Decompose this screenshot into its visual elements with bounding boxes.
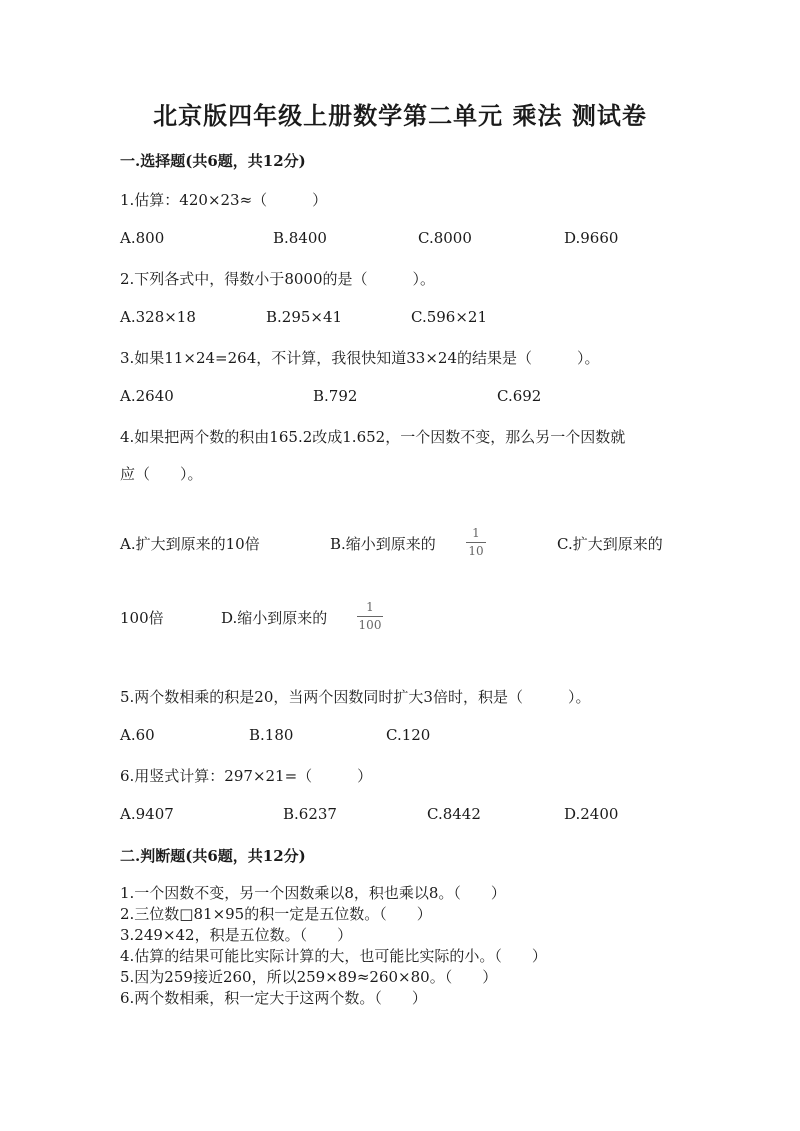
question-2-option-a: A.328×18 — [120, 308, 196, 326]
question-4-stem-line1: 4.如果把两个数的积由165.2改成1.652，一个因数不变，那么另一个因数就 — [120, 428, 626, 446]
question-1-option-a: A.800 — [120, 229, 165, 247]
question-6-option-b: B.6237 — [283, 805, 337, 823]
judgement-item-3: 3.249×42，积是五位数。（ ） — [120, 926, 353, 944]
question-4-option-d-fraction — [357, 600, 383, 633]
fraction-numerator: 1 — [366, 600, 374, 614]
question-2-stem: 2.下列各式中，得数小于8000的是（ ）。 — [120, 270, 435, 288]
question-5-stem: 5.两个数相乘的积是20，当两个因数同时扩大3倍时，积是（ ）。 — [120, 688, 591, 706]
judgement-item-6: 6.两个数相乘，积一定大于这两个数。（ ） — [120, 989, 427, 1007]
page-title: 北京版四年级上册数学第二单元 乘法 测试卷 — [153, 101, 647, 130]
question-5-option-c: C.120 — [386, 726, 431, 744]
judgement-item-4: 4.估算的结果可能比实际计算的大，也可能比实际的小。（ ） — [120, 947, 547, 965]
question-4-option-a: A.扩大到原来的10倍 — [120, 535, 260, 553]
question-6-option-d: D.2400 — [564, 805, 619, 823]
question-3-option-b: B.792 — [313, 387, 358, 405]
question-3-option-a: A.2640 — [120, 387, 174, 405]
question-4-stem-line2: 应（ ）。 — [120, 465, 203, 483]
fraction-numerator: 1 — [472, 526, 480, 540]
question-4-option-b: B.缩小到原来的 — [330, 535, 436, 553]
question-1-option-c: C.8000 — [418, 229, 472, 247]
question-1-option-b: B.8400 — [273, 229, 327, 247]
question-4-option-d: D.缩小到原来的 — [221, 609, 328, 627]
question-5-option-a: A.60 — [120, 726, 155, 744]
question-4-option-c-continued: 100倍 — [120, 609, 164, 627]
fraction-denominator: 10 — [468, 544, 484, 558]
question-3-option-c: C.692 — [497, 387, 542, 405]
question-2-option-b: B.295×41 — [266, 308, 343, 326]
judgement-item-2: 2.三位数□81×95的积一定是五位数。（ ） — [120, 905, 432, 923]
question-6-option-a: A.9407 — [120, 805, 174, 823]
judgement-item-5: 5.因为259接近260，所以259×89≈260×80。（ ） — [120, 968, 498, 986]
question-6-stem: 6.用竖式计算：297×21=（ ） — [120, 767, 373, 785]
section-heading-judgement: 二.判断题(共6题，共12分) — [120, 847, 306, 865]
fraction-denominator: 100 — [358, 618, 382, 632]
fraction-bar — [466, 542, 486, 543]
question-3-stem: 3.如果11×24=264，不计算，我很快知道33×24的结果是（ ）。 — [120, 349, 600, 367]
question-2-option-c: C.596×21 — [411, 308, 487, 326]
question-6-option-c: C.8442 — [427, 805, 481, 823]
question-1-stem: 1.估算：420×23≈（ ） — [120, 191, 328, 209]
section-heading-choice: 一.选择题(共6题，共12分) — [120, 152, 306, 170]
question-4-option-c: C.扩大到原来的 — [557, 535, 663, 553]
question-5-option-b: B.180 — [249, 726, 294, 744]
question-1-option-d: D.9660 — [564, 229, 619, 247]
fraction-bar — [357, 616, 383, 617]
question-4-option-b-fraction — [466, 526, 486, 559]
judgement-item-1: 1.一个因数不变，另一个因数乘以8，积也乘以8。（ ） — [120, 884, 506, 902]
